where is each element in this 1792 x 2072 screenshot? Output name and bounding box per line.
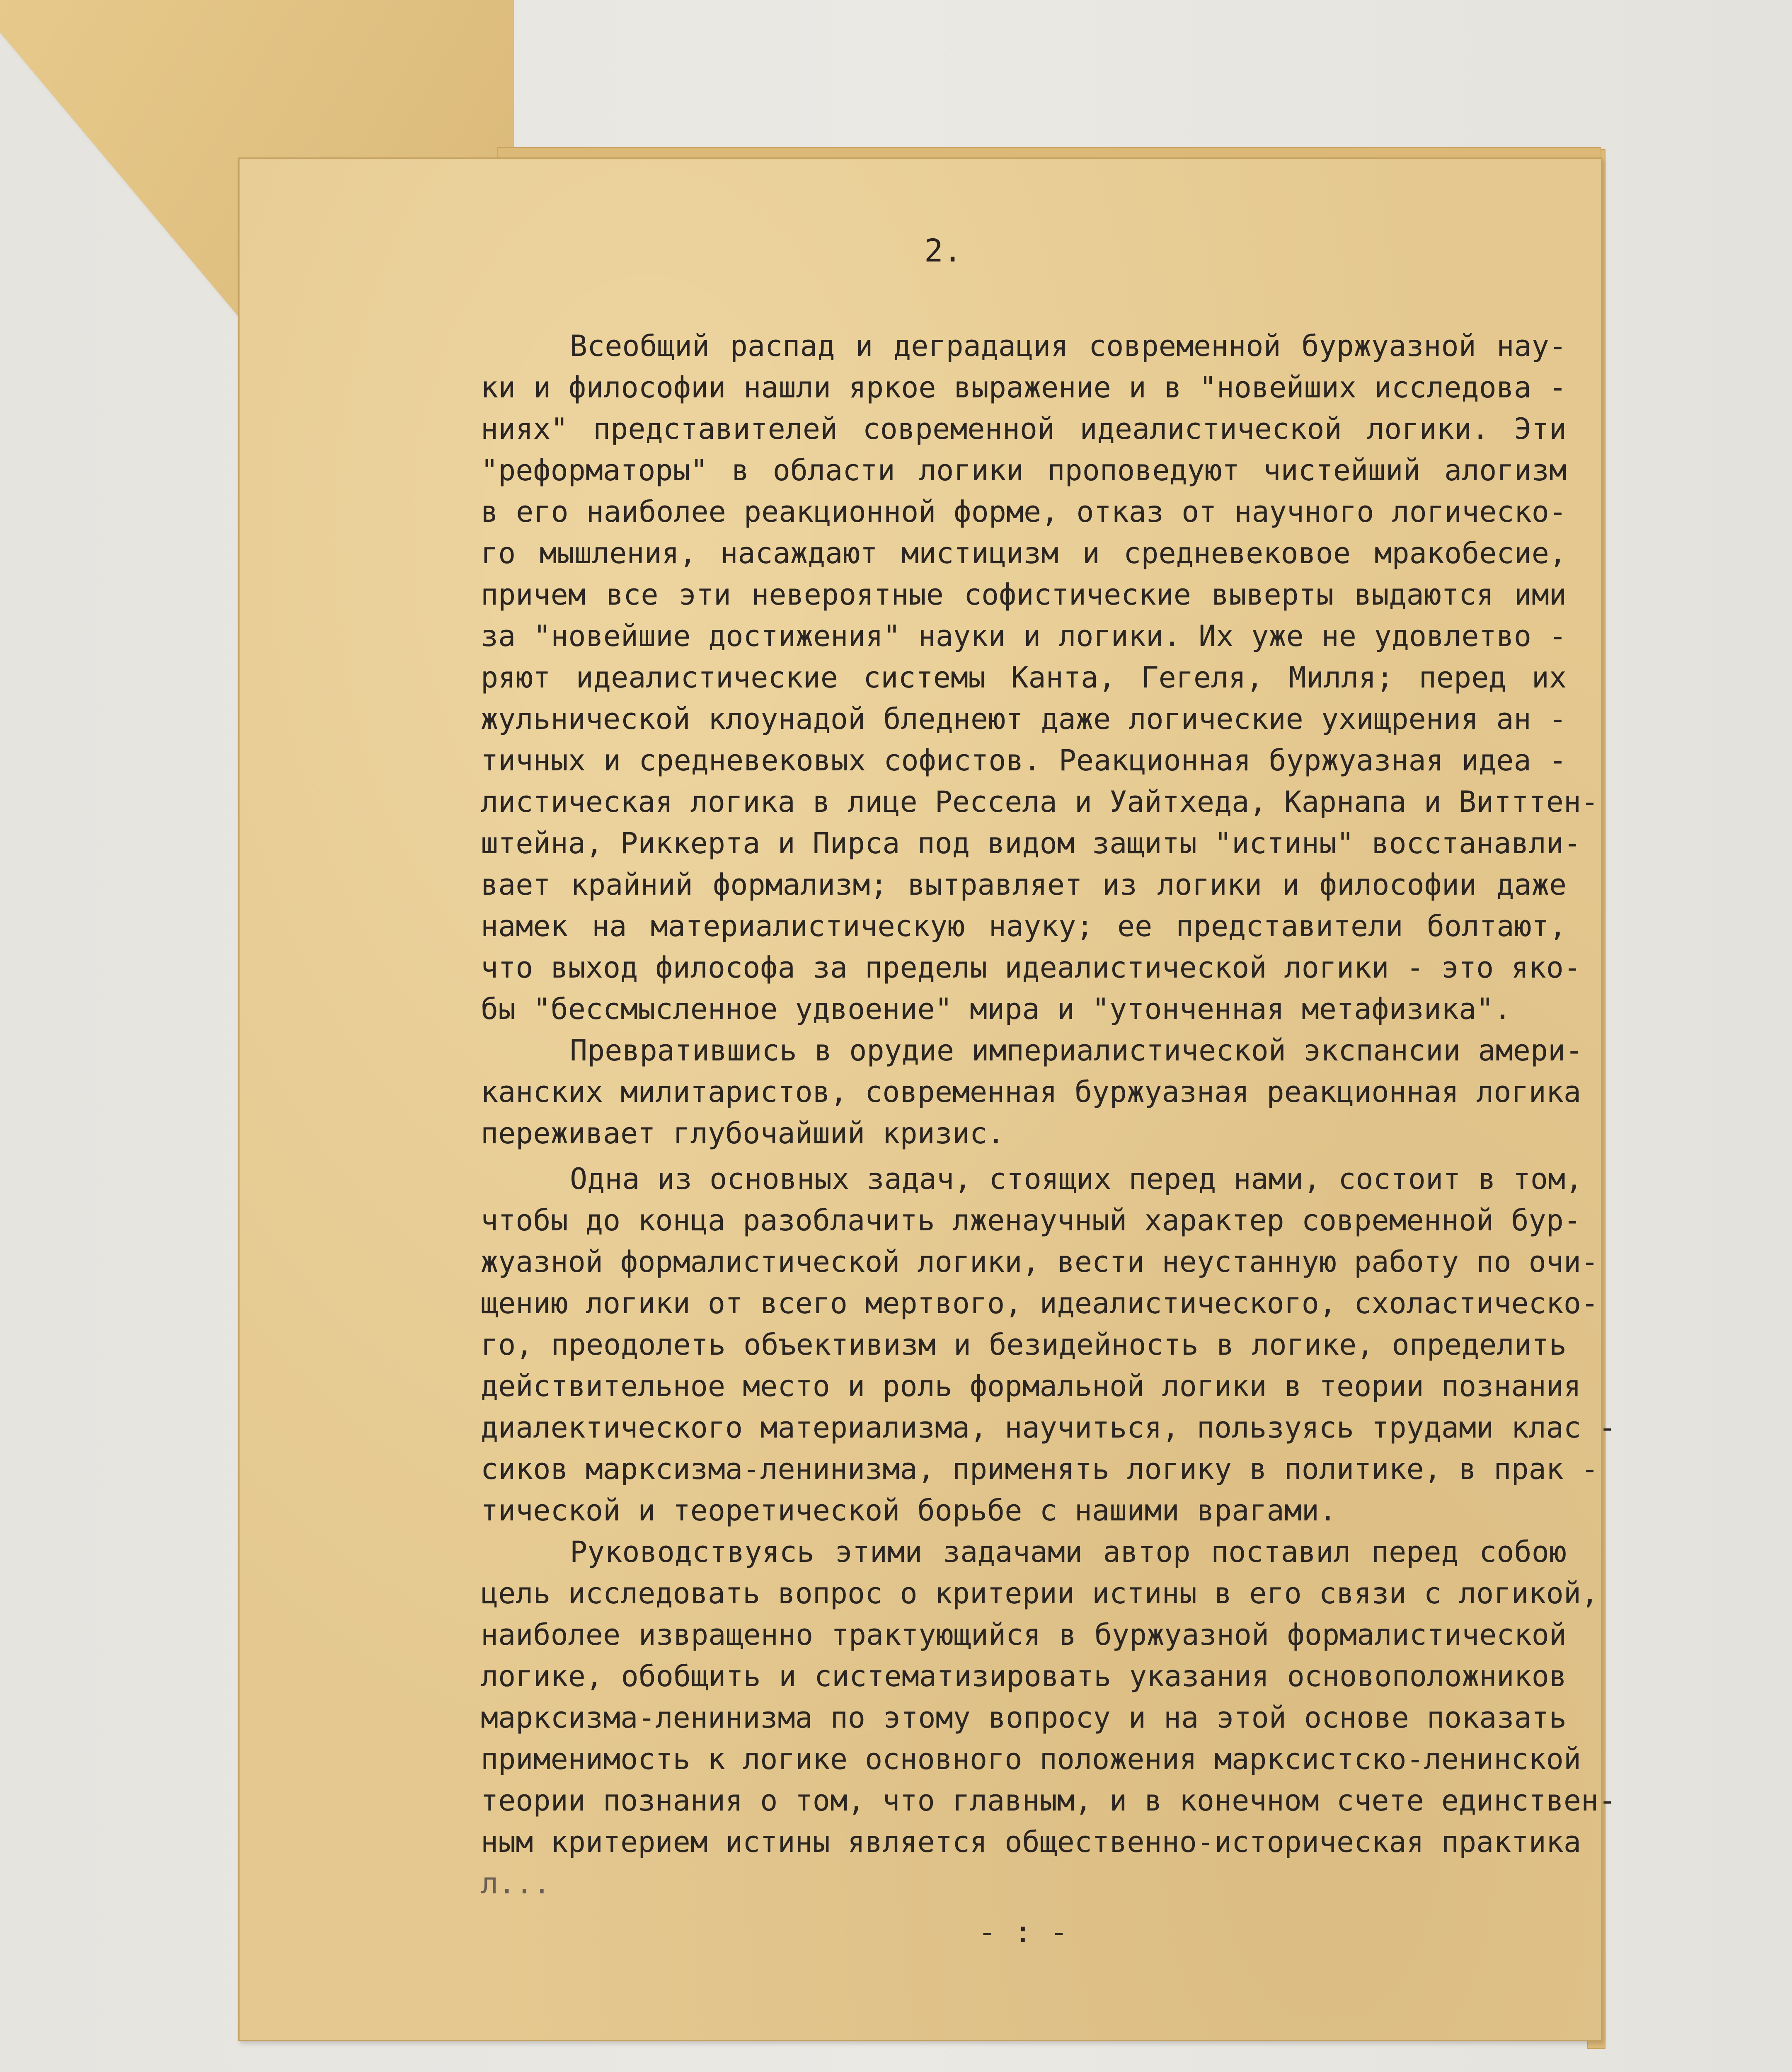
text-line: го, преодолеть объективизм и безидейность в логике, определить [481, 1328, 1567, 1362]
text-line: Руководствуясь этими задачами автор поставил перед собою [570, 1535, 1567, 1569]
page-footer-marker: - : - [978, 1915, 1068, 1949]
text-line: канских милитаристов, современная буржуазная реакционная логика [481, 1075, 1581, 1109]
text-line: применимость к логике основного положения марксистско-ленинской [481, 1742, 1581, 1776]
text-line: Одна из основных задач, стоящих перед нами, состоит в том, [570, 1162, 1583, 1196]
text-line: тичных и средневековых софистов. Реакционная буржуазная идеа - [481, 743, 1567, 777]
text-line: ки и философии нашли яркое выражение и в "новейших исследова - [481, 370, 1567, 404]
text-line: бы "бессмысленное удвоение" мира и "утонченная метафизика". [481, 992, 1511, 1026]
text-line: щению логики от всего мертвого, идеалистического, схоластическо- [481, 1286, 1599, 1320]
text-line: вает крайний формализм; вытравляет из логики и философии даже [481, 868, 1567, 902]
text-line: го мышления, насаждают мистицизм и средневековое мракобесие, [481, 536, 1567, 570]
text-line: логике, обобщить и систематизировать указания основоположников [481, 1659, 1567, 1693]
page-number: 2. [924, 232, 962, 269]
text-line: причем все эти невероятные софистические выверты выдаются ими [481, 578, 1567, 612]
text-line: теории познания о том, что главным, и в конечном счете единствен- [481, 1784, 1616, 1818]
text-line: действительное место и роль формальной логики в теории познания [481, 1369, 1581, 1403]
text-line: жуазной формалистической логики, вести неустанную работу по очи- [481, 1245, 1599, 1279]
text-line: диалектического материализма, научиться, пользуясь трудами клас - [481, 1411, 1616, 1445]
text-line: в его наиболее реакционной форме, отказ от научного логическо- [481, 495, 1567, 529]
text-line: за "новейшие достижения" науки и логики. Их уже не удовлетво - [481, 619, 1567, 653]
text-line: жульнической клоунадой бледнеют даже логические ухищрения ан - [481, 702, 1567, 736]
text-line: цель исследовать вопрос о критерии истины в его связи с логикой, [481, 1576, 1599, 1610]
text-line: ниях" представителей современной идеалистической логики. Эти [481, 412, 1567, 446]
text-line: Всеобщий распад и деградация современной буржуазной нау- [570, 329, 1567, 363]
text-line: Превратившись в орудие империалистической экспансии амери- [570, 1034, 1583, 1067]
text-line: что выход философа за пределы идеалистической логики - это яко- [481, 951, 1581, 985]
text-line: наиболее извращенно трактующийся в буржуазной формалистической [481, 1618, 1567, 1652]
text-line: л... [481, 1866, 551, 1900]
text-line: штейна, Риккерта и Пирса под видом защиты "истины" восстанавли- [481, 826, 1581, 860]
text-line: марксизма-ленинизма по этому вопросу и на этой основе показать [481, 1701, 1567, 1735]
text-line: намек на материалистическую науку; ее представители болтают, [481, 909, 1567, 943]
text-line: "реформаторы" в области логики проповедуют чистейший алогизм [481, 453, 1567, 487]
text-line: чтобы до конца разоблачить лженаучный характер современной бур- [481, 1203, 1581, 1237]
text-line: переживает глубочайший кризис. [481, 1116, 1005, 1150]
text-line: тической и теоретической борьбе с нашими врагами. [481, 1493, 1337, 1527]
text-line: ряют идеалистические системы Канта, Гегеля, Милля; перед их [481, 661, 1567, 695]
text-line: сиков марксизма-ленинизма, применять логику в политике, в прак - [481, 1452, 1599, 1486]
text-line: листическая логика в лице Рессела и Уайтхеда, Карнапа и Витттен- [481, 785, 1599, 819]
text-line: ным критерием истины является общественно-историческая практика [481, 1825, 1581, 1859]
